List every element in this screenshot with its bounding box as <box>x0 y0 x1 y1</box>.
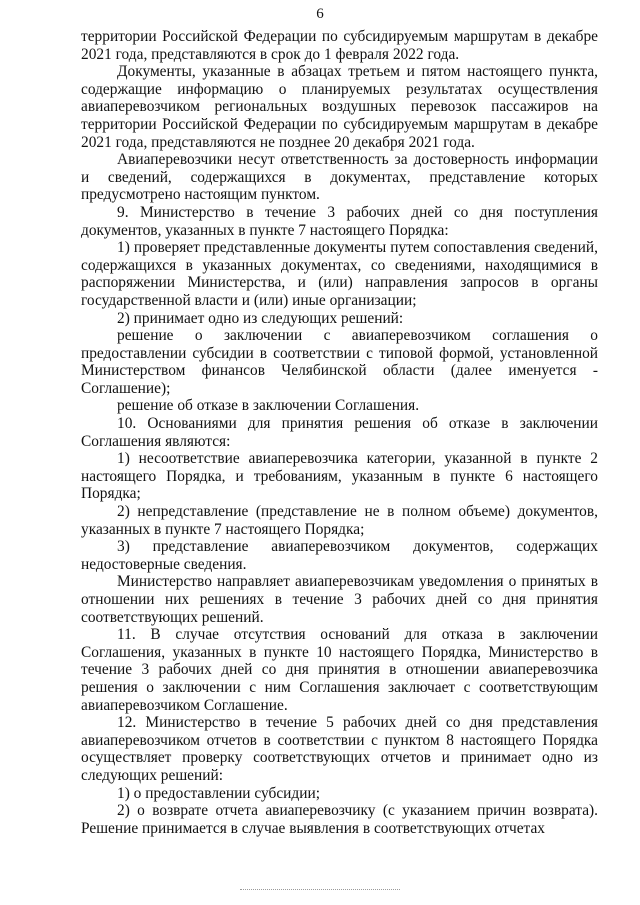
paragraph-item-9-1: 1) проверяет представленные документы путем сопоставления сведений, содержащихся в указанных документах, со сведениями, находящимися в распоряжении Министерства, и (или) направления запросов в органы государственной власти и (или) иные организации; <box>81 239 598 309</box>
paragraph-item-9-2: 2) принимает одно из следующих решений: <box>117 309 404 327</box>
document-body <box>81 28 598 837</box>
paragraph-continuation: территории Российской Федерации по субсидируемым маршрутам в декабре 2021 года, представляются в срок до 1 февраля 2022 года. <box>81 28 598 63</box>
paragraph-item-11: 11. В случае отсутствия оснований для отказа в заключении Соглашения, указанных в пункте 10 настоящего Порядка, Министерство в течение 3 рабочих дней со дня принятия в отношении авиаперевозчика решения о заключении с ним Соглашения заключает с соответствующим авиаперевозчиком Соглашение. <box>81 626 598 714</box>
paragraph-documents-deadline: Документы, указанные в абзацах третьем и пятом настоящего пункта, содержащие информацию о планируемых результатах осуществления авиаперевозчиком региональных воздушных перевозок пассажиров на территории Российской Федерации по субсидируемым маршрутам в декабре 2021 года, представляются не позднее 20 декабря 2021 года. <box>81 63 598 151</box>
paragraph-carrier-responsibility: Авиаперевозчики несут ответственность за достоверность информации и сведений, содержащихся в документах, представление которых предусмотрено настоящим пунктом. <box>81 151 598 204</box>
paragraph-decision-agreement: решение о заключении с авиаперевозчиком соглашения о предоставлении субсидии в соответствии с типовой формой, установленной Министерством финансов Челябинской области (далее именуется - Соглашение); <box>81 327 598 397</box>
paragraph-item-10-2: 2) непредставление (представление не в полном объеме) документов, указанных в пункте 7 настоящего Порядка; <box>81 503 598 538</box>
paragraph-item-12-1: 1) о предоставлении субсидии; <box>117 784 320 802</box>
footer-rule <box>240 889 400 890</box>
paragraph-item-10-3: 3) представление авиаперевозчиком документов, содержащих недостоверные сведения. <box>81 538 598 573</box>
paragraph-item-12: 12. Министерство в течение 5 рабочих дней со дня представления авиаперевозчиком отчетов в соответствии с пунктом 8 настоящего Порядка осуществляет проверку соответствующих отчетов и принимает одно из следующих решений: <box>81 714 598 784</box>
paragraph-item-10: 10. Основаниями для принятия решения об отказе в заключении Соглашения являются: <box>81 415 598 450</box>
paragraph-decision-refusal: решение об отказе в заключении Соглашения. <box>117 397 420 415</box>
paragraph-item-10-1: 1) несоответствие авиаперевозчика категории, указанной в пункте 2 настоящего Порядка, и требованиям, указанным в пункте 6 настоящего Порядка; <box>81 450 598 503</box>
paragraph-item-9: 9. Министерство в течение 3 рабочих дней со дня поступления документов, указанных в пункте 7 настоящего Порядка: <box>81 203 598 239</box>
page-number: 6 <box>316 6 324 22</box>
paragraph-notification: Министерство направляет авиаперевозчикам уведомления о принятых в отношении них решениях в течение 3 рабочих дней со дня принятия соответствующих решений. <box>81 573 598 626</box>
paragraph-item-12-2: 2) о возврате отчета авиаперевозчику (с указанием причин возврата). Решение принимается в случае выявления в соответствующих отчетах <box>81 802 598 837</box>
